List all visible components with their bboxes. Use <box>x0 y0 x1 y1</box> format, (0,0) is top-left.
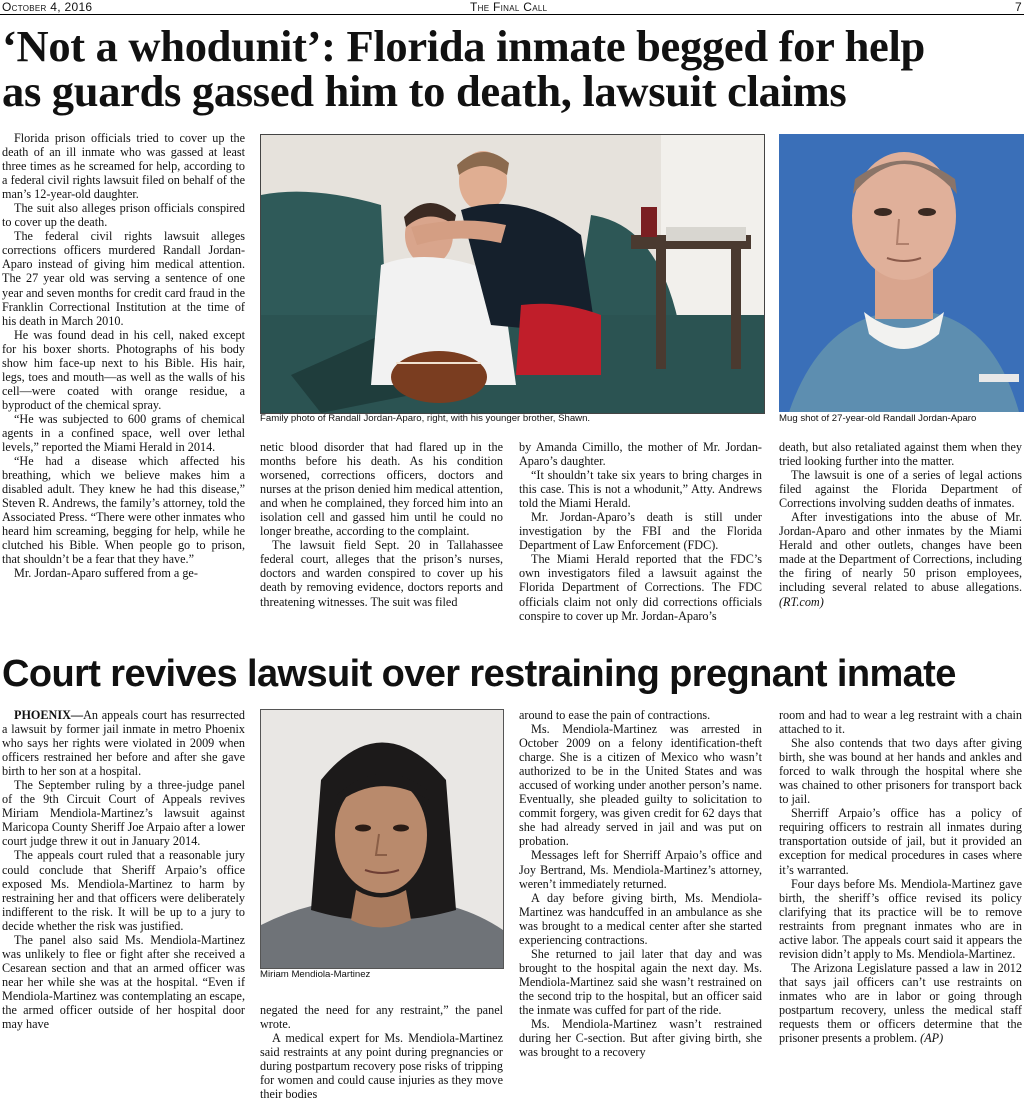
paragraph: “It shouldn’t take six years to bring charges in this case. This is not a whodunit,” Atty. Andrews told the Miami Herald. <box>519 468 762 511</box>
paragraph: The September ruling by a three-judge panel of the 9th Circuit Court of Appeals revives Miriam Mendiola-Martinez’s lawsuit against Maricopa County Sheriff Joe Arpaio after a lower court judge threw it out in January 2014. <box>2 778 245 849</box>
mug-shot-caption: Mug shot of 27-year-old Randall Jordan-Aparo <box>779 413 977 424</box>
paragraph: The appeals court ruled that a reasonable jury could conclude that Sheriff Arpaio’s office exposed Ms. Mendiola-Martinez to harm by restraining her and that officers were deliberately indifferent to the risk. It will be up to a jury to decide whether the risk was justified. <box>2 848 245 933</box>
paragraph: A day before giving birth, Ms. Mendiola-Martinez was handcuffed in an ambulance as she was brought to a medical center after she started experiencing contractions. <box>519 890 762 947</box>
running-header <box>0 0 1024 15</box>
story1-headline-line1: ‘Not a whodunit’: Florida inmate begged for help <box>2 21 925 71</box>
paragraph-text: The Arizona Legislature passed a law in 2012 that says jail officers can’t use restraints on inmates who are in labor or going through postpartum recovery, unless the medical staff requests them or officers determine that the prisoner presents a problem. <box>779 960 1022 1046</box>
paragraph: She also contends that two days after giving birth, she was bound at her hands and ankles and forced to walk through the hospital where she was chained to other prisoners for transport back to jail. <box>779 736 1022 807</box>
family-photo-caption: Family photo of Randall Jordan-Aparo, right, with his younger brother, Shawn. <box>260 413 591 424</box>
publication-name: The Final Call <box>470 0 548 14</box>
story1-column-1 <box>2 131 245 643</box>
paragraph <box>2 708 245 778</box>
paragraph: She returned to jail later that day and was brought to the hospital again the next day. Ms. Mendiola-Martinez said she wasn’t restrained on the second trip to the hospital, but an officer said the inmate was cuffed for part of the ride. <box>519 946 762 1017</box>
paragraph: netic blood disorder that had flared up in the months before his death. As his condition worsened, corrections officers, doctors and nurses at the prison denied him medical attention, and when he complained, they forced him into an isolation cell and gassed him until he could no longer breathe, according to the complaint. <box>260 440 503 539</box>
paragraph: The lawsuit is one of a series of legal actions filed against the Florida Department of Corrections involving sudden deaths of inmates. <box>779 468 1022 511</box>
mendiola-photo-image <box>261 710 503 968</box>
paragraph: negated the need for any restraint,” the panel wrote. <box>260 1003 503 1032</box>
mug-shot-image <box>779 134 1024 412</box>
story2-credit: (AP) <box>920 1031 944 1046</box>
paragraph: Mr. Jordan-Aparo suffered from a ge- <box>14 566 198 581</box>
paragraph: Four days before Ms. Mendiola-Martinez gave birth, the sheriff’s office revised its policy clarifying that its practice will be to remove restraints from pregnant inmates who are in active labor. The appeals court said it appears the revision didn’t apply to Ms. Mendiola-Martinez. <box>779 876 1022 961</box>
story2-headline: Court revives lawsuit over restraining pregnant inmate <box>2 653 956 695</box>
paragraph: “He had a disease which affected his breathing, which we believe makes him a disabled adult. They knew he had this disease,” Steven R. Andrews, the family’s attorney, told the Associated Press. “There were other inmates who heard him screaming, begging for help, while he clutched his Bible. When people go to prison, that shouldn’t be a fear that they have.” <box>2 454 245 567</box>
story1-column-4 <box>779 440 1022 640</box>
paragraph: The lawsuit field Sept. 20 in Tallahassee federal court, alleges that the prison’s nurses, doctors and warden conspired to cover up his death by removing evidence, doctors reports and threatening witnesses. The suit was filed <box>260 538 503 609</box>
dateline: PHOENIX— <box>14 708 84 722</box>
paragraph: The panel also said Ms. Mendiola-Martinez was unlikely to flee or fight after she received a Cesarean section and that an armed officer was near her while she was at the hospital. “Even if Mendiola-Martinez was contemplating an escape, the armed officer outside of her hospital door may have <box>2 932 245 1032</box>
paragraph: Sherriff Arpaio’s office has a policy of requiring officers to restrain all inmates during transportation outside of jail, but it provided an exception for medical procedures in cases where it’s warranted. <box>779 806 1022 877</box>
paragraph-text: After investigations into the abuse of Mr. Jordan-Aparo and other inmates by the Miami Herald and other outlets, changes have been made at the Department of Corrections, including the firing of nearly 50 prison employees, including several related to abuse allegations. <box>779 510 1022 595</box>
story2-column-2 <box>260 1003 503 1106</box>
paragraph: The Miami Herald reported that the FDC’s own investigators filed a lawsuit against the Florida Department of Corrections. The FDC officials claim not only did corrections officials conspire to cover up Mr. Jordan-Aparo’s <box>519 552 762 623</box>
paragraph: A medical expert for Ms. Mendiola-Martinez said restraints at any point during pregnancies or during postpartum recovery pose risks of tripping for women and could cause injuries as they move their bodies <box>260 1031 503 1102</box>
story1-headline <box>2 21 1022 116</box>
story1-credit: (RT.com) <box>779 594 824 609</box>
paragraph <box>779 961 1022 1045</box>
page-number: 7 <box>1015 0 1022 14</box>
paragraph: by Amanda Cimillo, the mother of Mr. Jordan-Aparo’s daughter. <box>519 440 762 469</box>
story2-column-4 <box>779 708 1022 1106</box>
paragraph: room and had to wear a leg restraint with a chain attached to it. <box>779 708 1022 737</box>
paragraph <box>779 510 1022 608</box>
issue-date: October 4, 2016 <box>2 0 93 14</box>
paragraph: Mr. Jordan-Aparo’s death is still under investigation by the FBI and the Florida Department of Law Enforcement (FDC). <box>519 510 762 553</box>
paragraph: death, but also retaliated against them when they tried looking further into the matter. <box>779 440 1022 469</box>
paragraph: He was found dead in his cell, naked except for his boxer shorts. Photographs of his body show him face-up next to his Bible. His hair, legs, toes and mouth—as well as the walls of his cell—were coated with orange residue, a byproduct of the chemical spray. <box>2 327 245 412</box>
paragraph: The federal civil rights lawsuit alleges corrections officers murdered Randall Jordan-Aparo instead of giving him medical attention. The 27 year old was serving a sentence of one year and seven months for credit card fraud in the Franklin Correctional Institution at the time of his death in March 2010. <box>2 229 245 328</box>
story1-column-3 <box>519 440 762 640</box>
story2-column-1 <box>2 708 245 1106</box>
mendiola-photo-caption: Miriam Mendiola-Martinez <box>260 969 371 980</box>
mug-shot-photo <box>779 134 1024 412</box>
paragraph: around to ease the pain of contractions. <box>519 708 711 722</box>
story1-column-2 <box>260 440 503 640</box>
paragraph: Messages left for Sherriff Arpaio’s office and Joy Bertrand, Ms. Mendiola-Martinez’s attorney, weren’t immediately returned. <box>519 848 762 891</box>
paragraph: “He was subjected to 600 grams of chemical agents in a confined space, well over lethal levels,” reported the Miami Herald in 2014. <box>2 411 245 455</box>
paragraph: Florida prison officials tried to cover up the death of an ill inmate who was gassed at least three times as he screamed for help, according to a federal civil rights lawsuit filed on behalf of the man’s 12-year-old daughter. <box>2 131 245 202</box>
story2-column-3 <box>519 708 762 1106</box>
mendiola-photo <box>260 709 504 969</box>
paragraph: Ms. Mendiola-Martinez was arrested in October 2009 on a felony identification-theft charge. She is a citizen of Mexico who wasn’t authorized to be in the United States and was accused of working under another person’s name. Eventually, she pleaded guilty to solicitation to commit forgery, was given credit for 62 days that she had already served in jail and was put on probation. <box>519 722 762 849</box>
paragraph: Ms. Mendiola-Martinez wasn’t restrained during her C-section. But after giving birth, she was brought to a recovery <box>519 1017 762 1060</box>
paragraph: The suit also alleges prison officials conspired to cover up the death. <box>2 201 245 230</box>
story1-headline-line2: as guards gassed him to death, lawsuit claims <box>2 66 847 116</box>
family-photo <box>260 134 765 414</box>
paragraph-text: An appeals court has resurrected a lawsuit by former jail inmate in metro Phoenix who says her rights were violated in 2009 when officers restrained her before and after she gave birth to her son at a hospital. <box>2 708 245 779</box>
family-photo-image <box>261 135 764 413</box>
